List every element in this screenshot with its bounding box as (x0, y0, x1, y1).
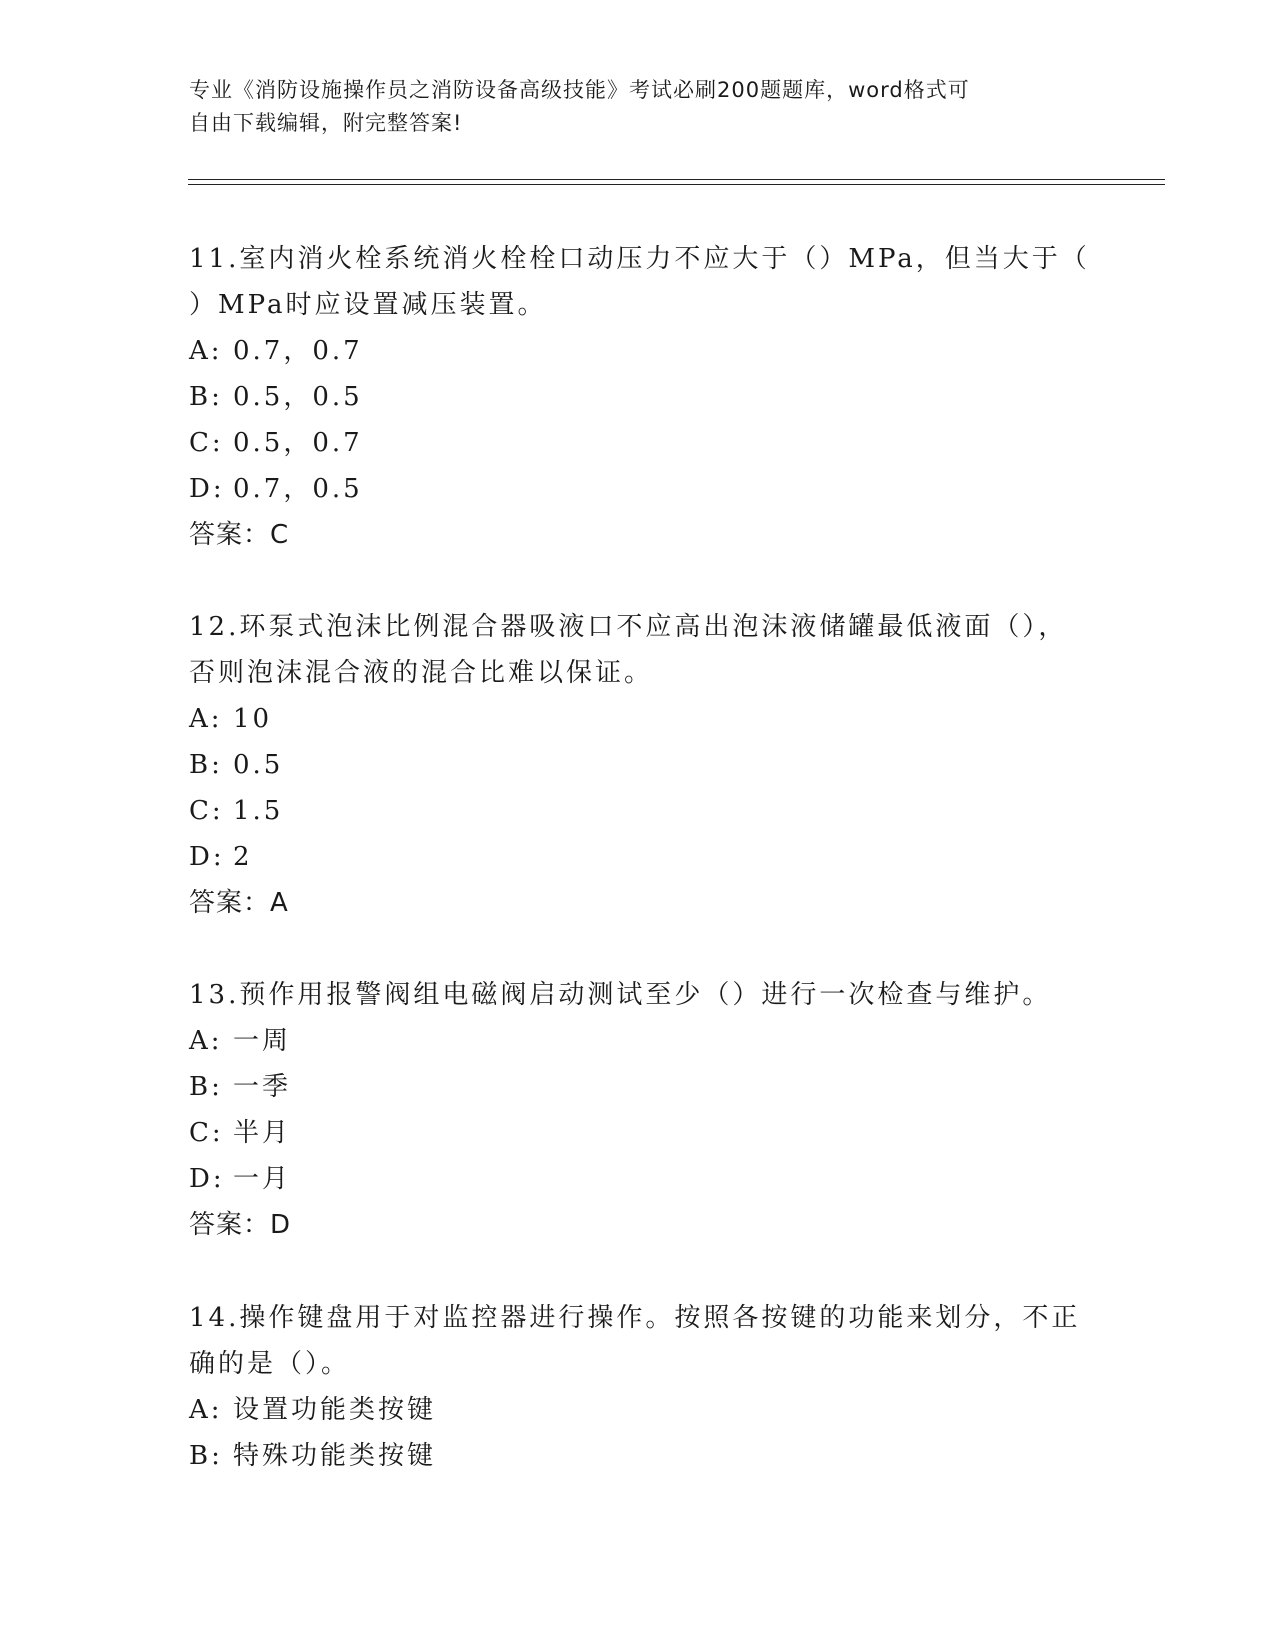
option-letter: A: (189, 1395, 223, 1425)
option-text: 1.5 (233, 796, 284, 826)
option-letter: A: (189, 704, 223, 734)
option-text: 0.5，0.5 (233, 382, 363, 412)
option-text: 一月 (233, 1164, 292, 1194)
option-letter: D: (189, 474, 225, 504)
question-stem-line: 13.预作用报警阀组电磁阀启动测试至少（）进行一次检查与维护。 (189, 980, 1052, 1010)
option-c (189, 420, 1089, 466)
answer-line: 答案：D (189, 1210, 292, 1240)
question-stem-line: 12.环泵式泡沫比例混合器吸液口不应高出泡沫液储罐最低液面（）， (189, 612, 1068, 642)
option-a (189, 696, 1089, 742)
option-c (189, 788, 1089, 834)
option-d (189, 466, 1089, 512)
option-a (189, 328, 1089, 374)
question-stem-line: 确的是（）。 (189, 1349, 351, 1379)
option-letter: D: (189, 842, 225, 872)
option-b (189, 1433, 1089, 1479)
question-14 (189, 1295, 1089, 1479)
header-divider-top (188, 179, 1165, 180)
answer-line: 答案：A (189, 888, 289, 918)
option-letter: C: (189, 428, 224, 458)
option-text: 2 (233, 842, 253, 872)
option-letter: B: (189, 750, 223, 780)
option-text: 0.7，0.5 (233, 474, 363, 504)
question-stem-line: 14.操作键盘用于对监控器进行操作。按照各按键的功能来划分，不正 (189, 1303, 1081, 1333)
option-letter: A: (189, 1026, 223, 1056)
option-text: 特殊功能类按键 (233, 1441, 437, 1471)
option-text: 10 (233, 704, 273, 734)
option-text: 0.5 (233, 750, 284, 780)
option-letter: D: (189, 1164, 225, 1194)
question-12 (189, 604, 1089, 926)
option-letter: C: (189, 796, 224, 826)
document-header (189, 74, 1089, 140)
header-line-1: 专业《消防设施操作员之消防设备高级技能》考试必刷200题题库，word格式可 (189, 78, 970, 102)
question-11 (189, 236, 1089, 558)
option-letter: B: (189, 382, 223, 412)
option-b (189, 742, 1089, 788)
option-letter: B: (189, 1441, 223, 1471)
option-text: 一周 (233, 1026, 292, 1056)
option-c (189, 1110, 1089, 1156)
option-b (189, 374, 1089, 420)
answer-line: 答案：C (189, 520, 290, 550)
option-letter: B: (189, 1072, 223, 1102)
option-text: 半月 (233, 1118, 292, 1148)
option-d (189, 834, 1089, 880)
question-13 (189, 972, 1089, 1248)
option-d (189, 1156, 1089, 1202)
option-a (189, 1018, 1089, 1064)
header-line-2: 自由下载编辑，附完整答案! (189, 111, 463, 135)
option-letter: C: (189, 1118, 224, 1148)
option-b (189, 1064, 1089, 1110)
option-text: 设置功能类按键 (233, 1395, 437, 1425)
option-text: 0.5，0.7 (233, 428, 363, 458)
header-divider-bottom (188, 184, 1165, 185)
question-stem-line: 否则泡沫混合液的混合比难以保证。 (189, 658, 654, 688)
option-a (189, 1387, 1089, 1433)
option-text: 0.7，0.7 (233, 336, 363, 366)
question-stem-line: ）MPa时应设置减压装置。 (189, 290, 547, 320)
option-letter: A: (189, 336, 223, 366)
question-stem-line: 11.室内消火栓系统消火栓栓口动压力不应大于（）MPa，但当大于（ (189, 244, 1090, 274)
option-text: 一季 (233, 1072, 292, 1102)
